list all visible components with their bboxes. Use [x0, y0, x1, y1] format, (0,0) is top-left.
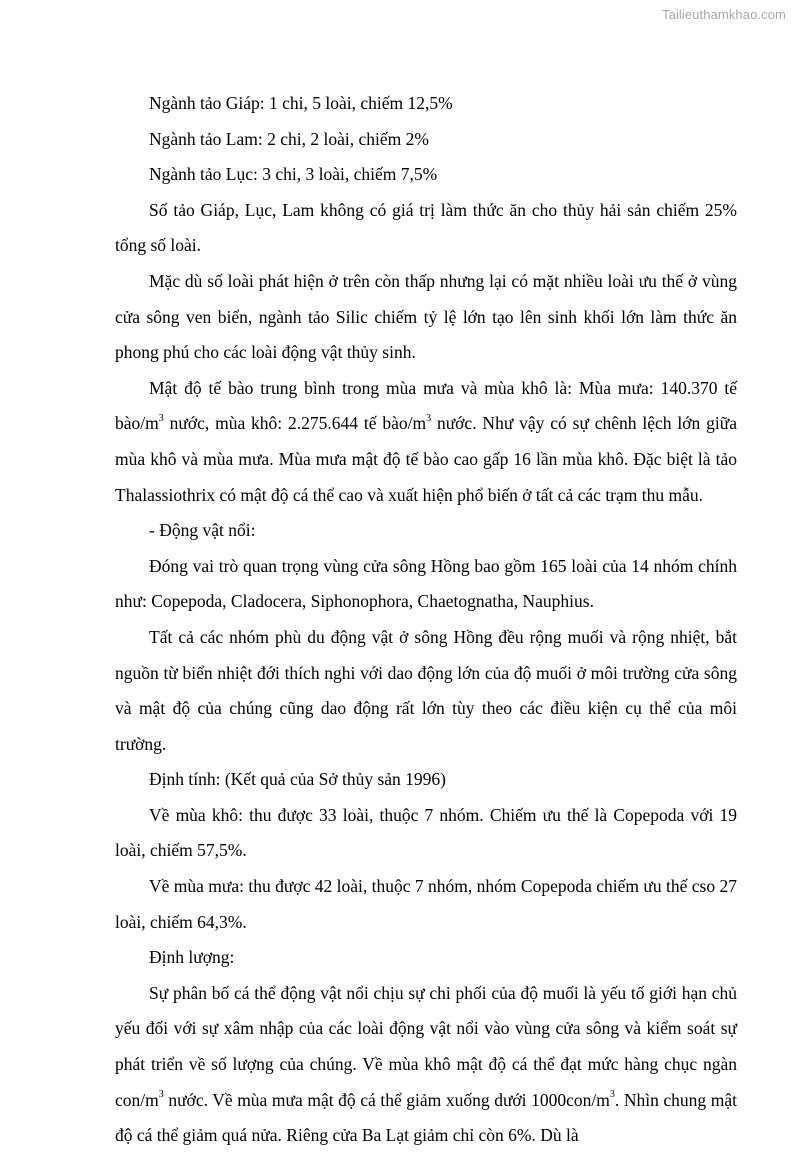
paragraph-plankton-groups: Tất cả các nhóm phù du động vật ở sông Hồng đều rộng muối và rộng nhiệt, bắt nguồn từ biển nhiệt đới thích nghi với dao động lớn của độ muối ở môi trường cửa sông và mật độ của chúng cũng dao động rất lớn tùy theo các điều kiện cụ thể của môi trường.: [115, 626, 737, 754]
paragraph-luc: Ngành tảo Lục: 3 chi, 3 loài, chiếm 7,5%: [149, 164, 438, 185]
text-span: nước. Về mùa mưa mật độ cá thể giảm xuống dưới 1000con/m: [163, 1089, 610, 1110]
paragraph-silic: Mặc dù số loài phát hiện ở trên còn thấp nhưng lại có mặt nhiều loài ưu thế ở vùng cửa sông ven biển, ngành tảo Silic chiếm tỷ lệ lớn tạo lên sinh khối lớn làm thức ăn phong phú cho các loài động vật thủy sinh.: [115, 270, 737, 363]
superscript: 3: [158, 412, 164, 424]
paragraph-cell-density: [115, 371, 737, 513]
text-span: nước, mùa khô: 2.275.644 tế bào/m: [163, 413, 427, 434]
paragraph-quantitative: Định lượng:: [149, 947, 235, 968]
document-body: [115, 86, 737, 1154]
paragraph-giap: Ngành tảo Giáp: 1 chi, 5 loài, chiếm 12,5%: [149, 93, 453, 113]
paragraph-distribution: [115, 976, 737, 1154]
paragraph-dry-season: Về mùa khô: thu được 33 loài, thuộc 7 nhóm. Chiếm ưu thế là Copepoda với 19 loài, chiếm 57,5%.: [115, 804, 737, 861]
paragraph-rainy-season: Về mùa mưa: thu được 42 loài, thuộc 7 nhóm, nhóm Copepoda chiếm ưu thế cso 27 loài, chiếm 64,3%.: [115, 876, 737, 932]
superscript: 3: [158, 1088, 164, 1100]
superscript: 3: [426, 412, 432, 424]
paragraph-role: Đóng vai trò quan trọng vùng cửa sông Hồng bao gồm 165 loài của 14 nhóm chính như: Copepoda, Cladocera, Siphonophora, Chaetognatha, Nauphius.: [115, 555, 737, 612]
section-heading-zooplankton: - Động vật nổi:: [149, 520, 256, 541]
superscript: 3: [609, 1088, 615, 1100]
text-span: nước. Như vậy có sự chênh lệch lớn giữa mùa khô và mùa mưa. Mùa mưa mật độ tế bào cao gấp 16 lần mùa khô. Đặc biệt là tảo Thalassiothrix có mật độ cá thể cao và xuất hiện phổ biến ở tất cả các trạm thu mẫu.: [115, 413, 737, 505]
text-span: . Nhìn chung mật độ cá thể giảm quá nửa. Riêng cửa Ba Lạt giảm chỉ còn 6%. Dù là: [115, 1089, 737, 1146]
text-span: Mật độ tế bào trung bình trong mùa mưa và mùa khô là: Mùa mưa: 140.370 tế bào/m: [115, 377, 737, 434]
paragraph-qualitative: Định tính: (Kết quả của Sở thủy sản 1996): [149, 769, 446, 790]
paragraph-food-value: Số tảo Giáp, Lục, Lam không có giá trị làm thức ăn cho thủy hải sản chiếm 25% tổng số loài.: [115, 199, 737, 256]
paragraph-lam: Ngành tảo Lam: 2 chi, 2 loài, chiếm 2%: [149, 128, 429, 149]
watermark-text: Tailieuthamkhao.com: [661, 7, 786, 22]
text-span: Sự phân bố cá thể động vật nổi chịu sự chi phối của độ muối là yếu tố giới hạn chủ yếu đối với sự xâm nhập của các loài động vật nổi vào vùng cửa sông và kiểm soát sự phát triển về số lượng của chúng. Về mùa khô mật độ cá thể đạt mức hàng chục ngàn con/m: [115, 982, 737, 1110]
